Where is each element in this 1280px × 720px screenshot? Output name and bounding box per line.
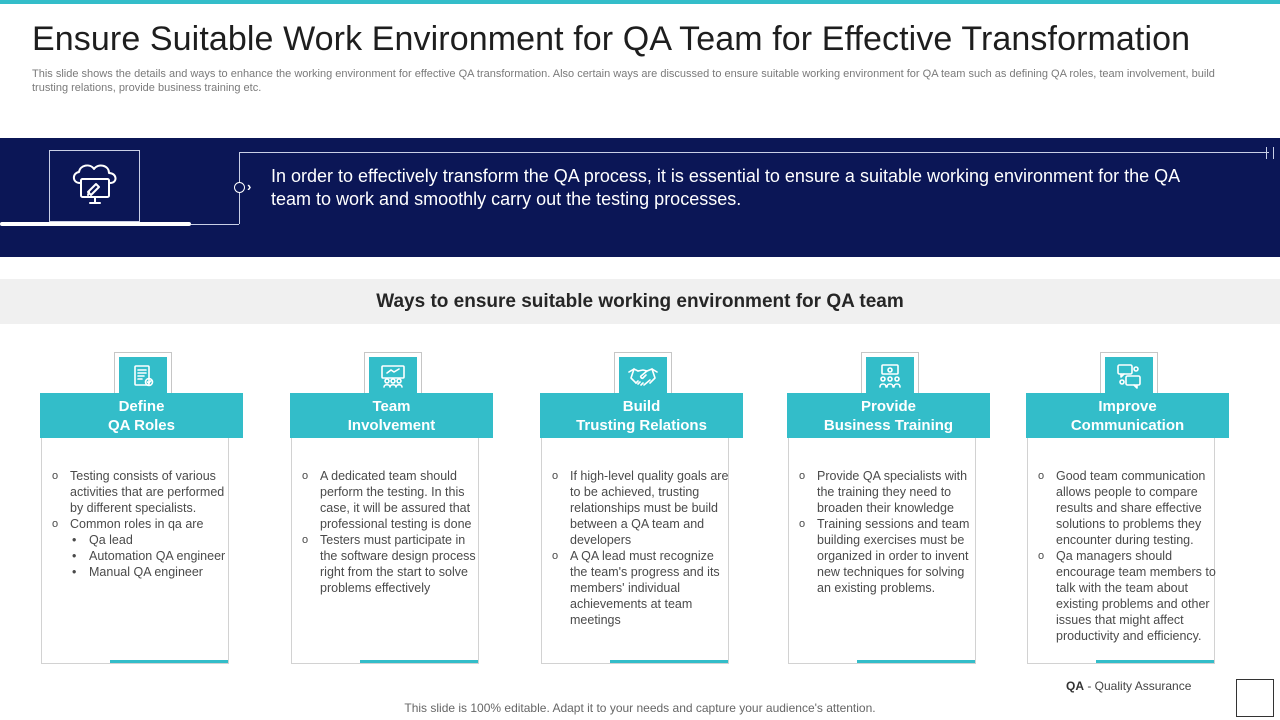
card-body <box>799 468 979 596</box>
top-accent-line <box>0 0 1280 4</box>
footer-note: This slide is 100% editable. Adapt it to your needs and capture your audience's attention. <box>404 701 876 715</box>
list-item: o Testers must participate in the software design process right from the start to solve problems effectively <box>302 532 482 596</box>
cloud-computer-icon <box>68 161 122 211</box>
card-body <box>552 468 732 628</box>
abbreviation-legend <box>1066 679 1191 693</box>
section-title: Ways to ensure suitable working environment for QA team <box>376 291 904 312</box>
list-item: o Good team communication allows people to compare results and share effective solutions to problems they encounter during testing. <box>1038 468 1218 548</box>
banner-connector-knob <box>234 182 245 193</box>
card-accent-line <box>857 660 975 663</box>
card-icon-frame <box>614 352 672 398</box>
card-title: Improve Communication <box>1026 393 1229 438</box>
card-body <box>1038 468 1218 644</box>
chevron-right-icon: › <box>247 179 252 194</box>
list-item: • Automation QA engineer <box>52 548 232 564</box>
page-title: Ensure Suitable Work Environment for QA Team for Effective Transformation <box>32 20 1191 58</box>
page-subtitle: This slide shows the details and ways to enhance the working environment for effective QA transformation. Also certain ways are discussed to ensure suitable working environment for QA team such as defining QA roles, team involvement, build trusting relations, provide business training etc. <box>32 68 1215 94</box>
list-item: o Qa managers should encourage team members to talk with the team about existing problems and other issues that might affect productivity and efficiency. <box>1038 548 1218 644</box>
card-body <box>302 468 482 596</box>
intro-banner <box>0 138 1280 257</box>
list-item: • Qa lead <box>52 532 232 548</box>
card-title: Team Involvement <box>290 393 493 438</box>
list-item: o Testing consists of various activities that are performed by different specialists. <box>52 468 232 516</box>
legend-abbr: QA <box>1066 679 1084 693</box>
training-icon <box>876 362 904 390</box>
banner-text: In order to effectively transform the QA process, it is essential to ensure a suitable working environment for the QA team to work and smoothly carry out the testing processes. <box>271 166 1180 209</box>
card-icon-frame <box>1100 352 1158 398</box>
card-build-trusting-relations <box>540 352 743 664</box>
card-icon-frame <box>364 352 422 398</box>
card-accent-line <box>1096 660 1214 663</box>
document-icon <box>130 363 156 389</box>
team-icon <box>379 363 407 389</box>
banner-connector-bottom <box>191 224 239 225</box>
handshake-icon <box>627 364 659 388</box>
card-title: Build Trusting Relations <box>540 393 743 438</box>
card-improve-communication <box>1026 352 1229 664</box>
card-accent-line <box>110 660 228 663</box>
banner-connector-endcap <box>1266 147 1274 159</box>
list-item: o Provide QA specialists with the training they need to broaden their knowledge <box>799 468 979 516</box>
card-accent-line <box>360 660 478 663</box>
legend-meaning: - Quality Assurance <box>1087 679 1192 693</box>
list-item: • Manual QA engineer <box>52 564 232 580</box>
card-accent-line <box>610 660 728 663</box>
communication-icon <box>1115 362 1143 390</box>
banner-underline <box>0 222 191 226</box>
card-body <box>52 468 232 580</box>
card-define-qa-roles <box>40 352 243 664</box>
banner-connector-top <box>239 152 1269 153</box>
section-header <box>0 279 1280 324</box>
card-icon-frame <box>861 352 919 398</box>
list-item: o A QA lead must recognize the team's progress and its members' individual achievements at team meetings <box>552 548 732 628</box>
list-item: o Common roles in qa are <box>52 516 232 532</box>
banner-icon-frame <box>49 150 140 222</box>
card-title: Define QA Roles <box>40 393 243 438</box>
corner-placeholder-box <box>1236 679 1274 717</box>
card-team-involvement <box>290 352 493 664</box>
card-title: Provide Business Training <box>787 393 990 438</box>
list-item: o Training sessions and team building exercises must be organized in order to invent new techniques for solving an existing problems. <box>799 516 979 596</box>
card-provide-business-training <box>787 352 990 664</box>
list-item: o A dedicated team should perform the testing. In this case, it will be assured that professional testing is done <box>302 468 482 532</box>
card-icon-frame <box>114 352 172 398</box>
list-item: o If high-level quality goals are to be achieved, trusting relationships must be build between a QA team and developers <box>552 468 732 548</box>
